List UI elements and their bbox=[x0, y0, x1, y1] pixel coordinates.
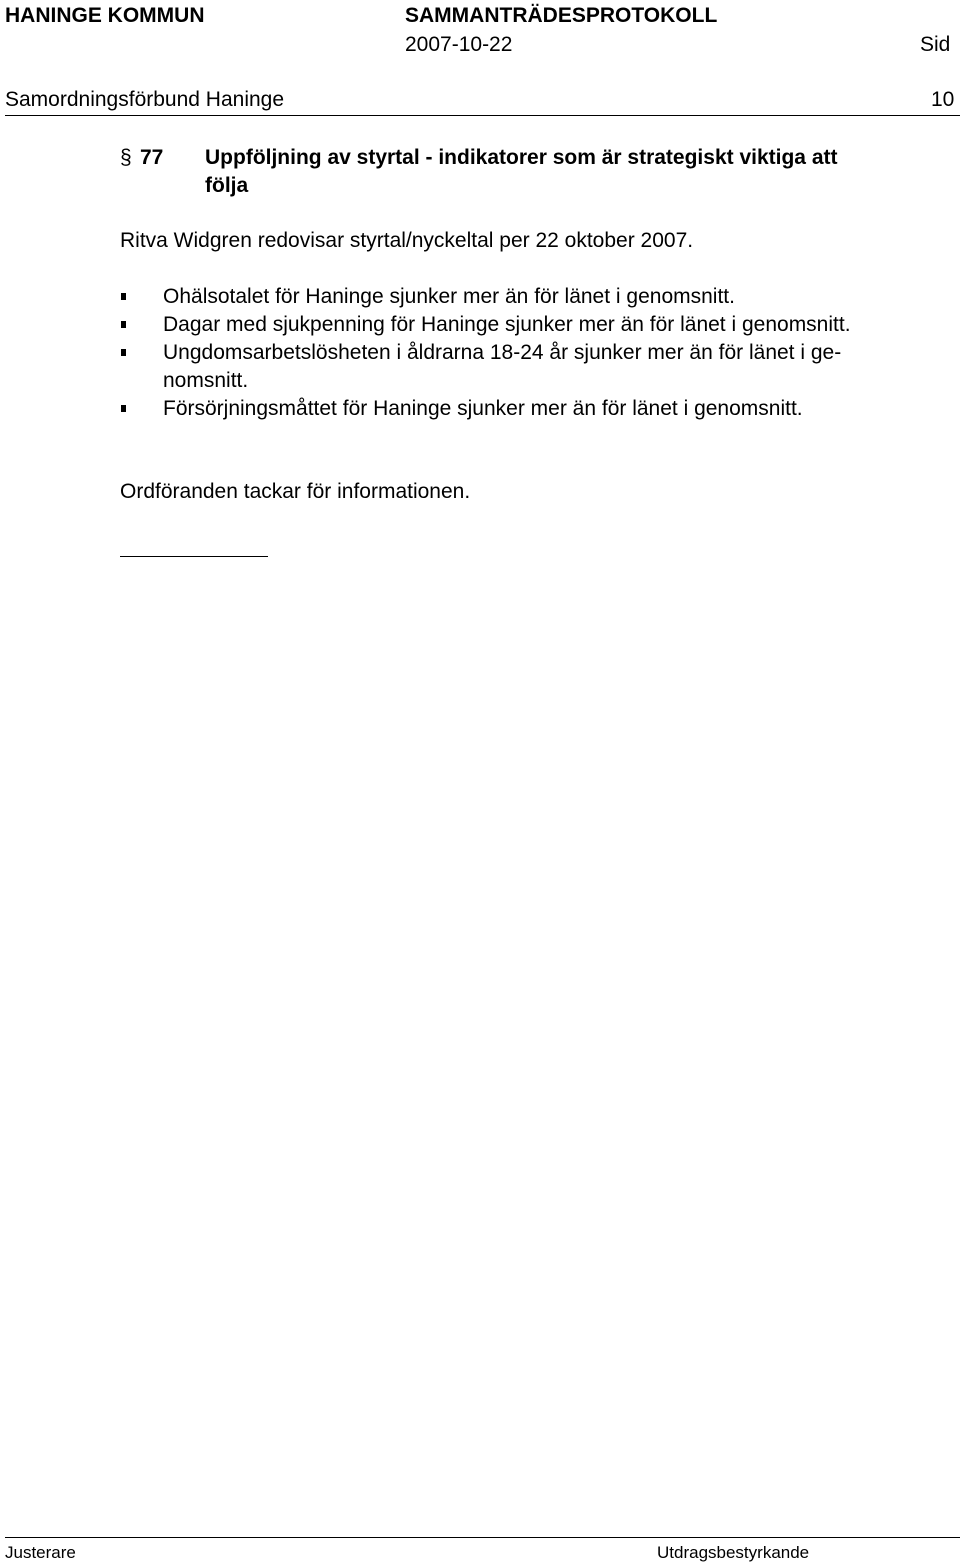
bullet-marker bbox=[121, 321, 126, 328]
org-name: HANINGE KOMMUN bbox=[5, 4, 205, 27]
footer-divider bbox=[5, 1537, 960, 1538]
footer-utdragsbestyrkande: Utdragsbestyrkande bbox=[657, 1543, 810, 1562]
page-number: 10 bbox=[931, 88, 955, 111]
body-name: Samordningsförbund Haninge bbox=[5, 88, 285, 111]
document-type: SAMMANTRÄDESPROTOKOLL bbox=[405, 4, 718, 27]
closing-paragraph: Ordföranden tackar för informationen. bbox=[120, 480, 471, 503]
bullet-marker bbox=[121, 349, 126, 356]
bullet-marker bbox=[121, 293, 126, 300]
bullet-item-4: Försörjningsmåttet för Haninge sjunker mer än för länet i genomsnitt. bbox=[163, 397, 803, 420]
paragraph-sign: § bbox=[120, 146, 132, 169]
bullet-item-3: Ungdomsarbetslösheten i åldrarna 18-24 år sjunker mer än för länet i ge- bbox=[163, 341, 842, 364]
meeting-date: 2007-10-22 bbox=[405, 33, 513, 56]
bullet-item-2: Dagar med sjukpenning för Haninge sjunker mer än för länet i genomsnitt. bbox=[163, 313, 851, 336]
section-title-line2: följa bbox=[205, 174, 249, 197]
footer-justerare: Justerare bbox=[5, 1543, 76, 1562]
sid-label: Sid bbox=[920, 33, 951, 56]
bullet-item-3-continued: nomsnitt. bbox=[163, 369, 249, 392]
header-divider bbox=[5, 115, 960, 116]
bullet-marker bbox=[121, 405, 126, 412]
section-number: 77 bbox=[140, 146, 164, 169]
section-title-line1: Uppföljning av styrtal - indikatorer som är strategiskt viktiga att bbox=[205, 146, 838, 169]
intro-paragraph: Ritva Widgren redovisar styrtal/nyckeltal per 22 oktober 2007. bbox=[120, 229, 694, 252]
bullet-item-1: Ohälsotalet för Haninge sjunker mer än för länet i genomsnitt. bbox=[163, 285, 735, 308]
section-end-line bbox=[120, 556, 268, 557]
